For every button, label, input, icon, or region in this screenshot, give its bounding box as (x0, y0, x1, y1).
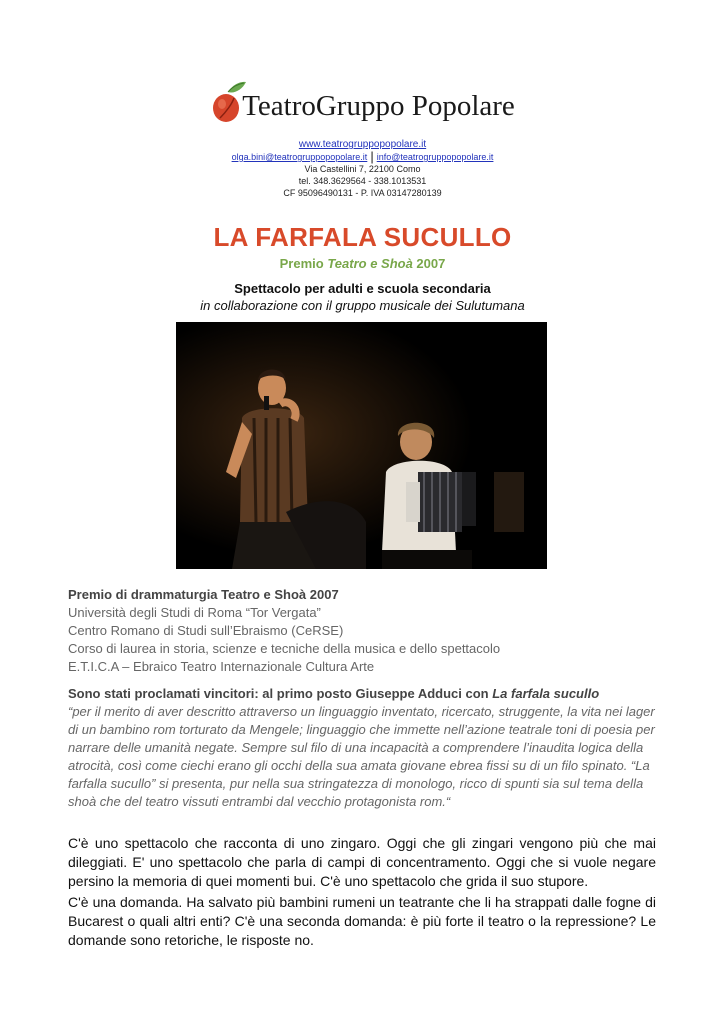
award-credits (68, 586, 668, 676)
winning-work: La farfala sucullo (492, 686, 600, 701)
show-title: LA FARFALA SUCULLO (213, 222, 512, 252)
award-line (0, 256, 725, 271)
winners-heading (68, 685, 668, 703)
phone: tel. 348.3629564 - 338.1013531 (298, 176, 427, 186)
award-year: 2007 (412, 256, 446, 271)
letterhead (0, 72, 725, 199)
winners-section (68, 685, 668, 811)
contact-separator: | (370, 149, 374, 164)
website-link[interactable]: www.teatrogruppopopolare.it (298, 139, 427, 150)
brand-name: TeatroGruppo Popolare (242, 90, 515, 122)
winners-heading-text: Sono stati proclamati vincitori: al primo posto Giuseppe Adduci con (68, 686, 493, 701)
body-paragraph-2: C'è una domanda. Ha salvato più bambini rumeni un teatrante che li ha strappati dalle fogne di Bucarest o quali altri enti? C'è una seconda domanda: è più forte il teatro o la repressione? Le domande sono retoriche, le risposte no. (68, 894, 656, 948)
collaboration-line: in collaborazione con il gruppo musicale dei Sulutumana (200, 298, 525, 313)
award-prefix: Premio (279, 256, 328, 271)
stage-photo (176, 322, 547, 569)
email-link-olga[interactable]: olga.bini@teatrogruppopopolare.it (231, 152, 368, 162)
address: Via Castellini 7, 22100 Como (304, 164, 421, 174)
email-link-info[interactable]: info@teatrogruppopopolare.it (376, 152, 494, 162)
audience-line: Spettacolo per adulti e scuola secondaria (234, 281, 491, 296)
jury-quote: “per il merito di aver descritto attraverso un linguaggio inventato, ricercato, struggente, la vita nei lager di un bambino rom torturato da Mengele; linguaggio che immette nell’azione teatrale toni di poesia per narrare delle umanità negate. Sempre sul filo di una incapacità a comprendere l’inaudita logica della atrocità, così come ciechi erano gli occhi della sua amata giovane ebrea fissi su di un filo spinato. “La farfalla sucullo” si presenta, pur nella sua stringatezza di monologo, ricco di spunti sia sul tema della shoà che del teatro vissuti entrambi dal vecchio protagonista rom.“ (68, 704, 655, 809)
logo (0, 72, 725, 124)
stage-photo-illustration (176, 322, 547, 569)
credits-line: Università degli Studi di Roma “Tor Vergata” (68, 605, 321, 620)
credits-line: Corso di laurea in storia, scienze e tecniche della musica e dello spettacolo (68, 641, 501, 656)
body-paragraph-1: C'è uno spettacolo che racconta di uno zingaro. Oggi che gli zingari vengono più che mai dileggiati. E' uno spettacolo che parla di campi di concentramento. Oggi che si vuole negare persino la memoria di quei momenti bui. C'è uno spettacolo che grida il suo stupore. (68, 835, 656, 889)
show-subtitle (0, 280, 725, 314)
credits-heading: Premio di drammaturgia Teatro e Shoà 2007 (68, 587, 339, 602)
credits-line: E.T.I.C.A – Ebraico Teatro Internazionale Cultura Arte (68, 659, 375, 674)
award-name: Teatro e Shoà (327, 256, 413, 271)
credits-line: Centro Romano di Studi sull’Ebraismo (CeRSE) (68, 623, 344, 638)
contact-block (0, 138, 725, 199)
tax-ids: CF 95096490131 - P. IVA 03147280139 (283, 188, 442, 198)
tomato-logo-icon (210, 78, 246, 124)
